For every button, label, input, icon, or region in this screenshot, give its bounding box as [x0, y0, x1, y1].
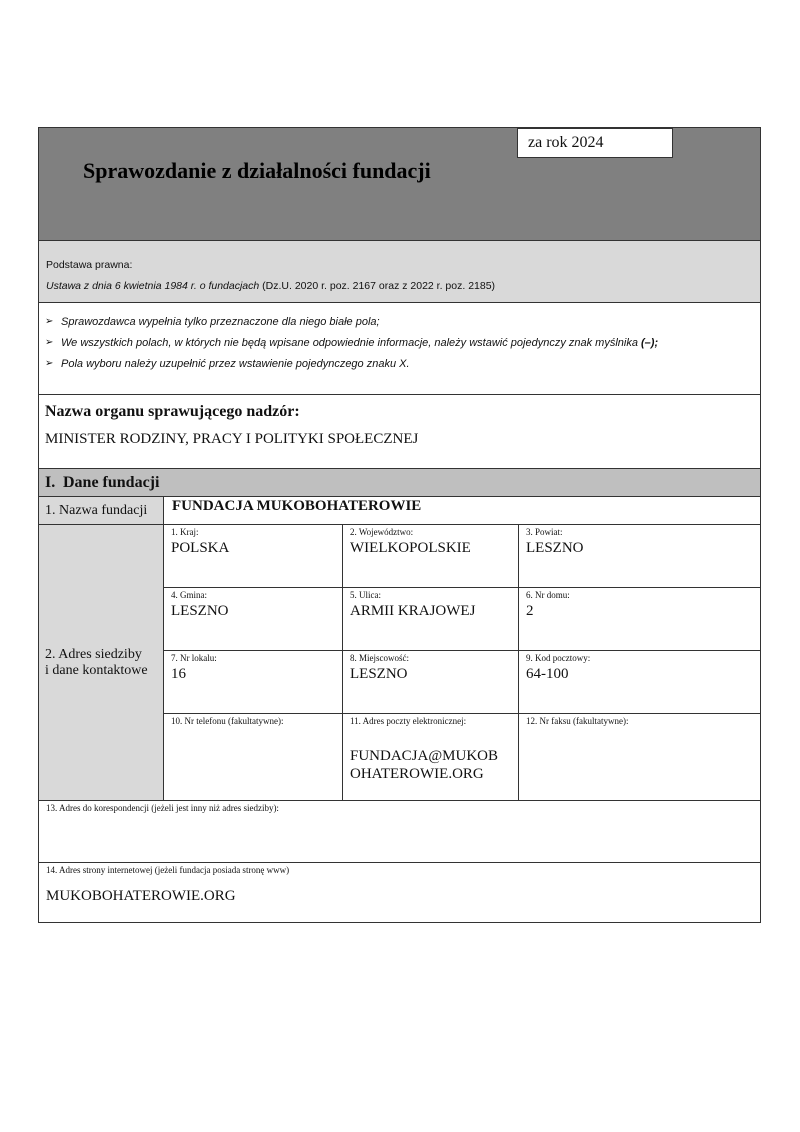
instruction-item	[45, 353, 760, 374]
house-number-field[interactable]	[519, 588, 760, 651]
instruction-text: Pola wyboru należy uzupełnić przez wstawienie pojedynczego znaku X.	[61, 357, 410, 370]
foundation-name-row	[39, 497, 760, 525]
field-label: 5. Ulica:	[350, 590, 381, 600]
country-field[interactable]	[164, 525, 343, 588]
email-line: OHATEROWIE.ORG	[350, 766, 484, 782]
arrow-bullet-icon: ➢	[45, 316, 54, 327]
email-line: FUNDACJA@MUKOB	[350, 748, 499, 764]
form-title: Sprawozdanie z działalności fundacji	[83, 158, 431, 183]
phone-field[interactable]	[164, 714, 343, 800]
arrow-bullet-icon: ➢	[45, 358, 54, 369]
correspondence-address-field[interactable]	[39, 801, 760, 863]
website-label: 14. Adres strony internetowej (jeżeli fundacja posiada stronę www)	[46, 865, 290, 875]
correspondence-label: 13. Adres do korespondencji (jeżeli jest inny niż adres siedziby):	[46, 803, 279, 813]
field-label: 2. Województwo:	[350, 527, 414, 537]
address-grid	[164, 525, 760, 800]
postal-code-field[interactable]	[519, 651, 760, 714]
instruction-text: We wszystkich polach, w których nie będą wpisane odpowiednie informacje, należy wstawić pojedynczy znak myślnika	[61, 336, 638, 349]
instruction-dash: (–);	[641, 336, 659, 349]
address-section	[39, 525, 760, 801]
field-label: 4. Gmina:	[171, 590, 207, 600]
field-label: 10. Nr telefonu (fakultatywne):	[171, 716, 284, 726]
municipality-field[interactable]	[164, 588, 343, 651]
supervisor-section	[39, 395, 760, 469]
apartment-number-field[interactable]	[164, 651, 343, 714]
supervisor-label: Nazwa organu sprawującego nadzór:	[45, 403, 300, 420]
city-field[interactable]	[343, 651, 519, 714]
field-value: 16	[171, 666, 186, 682]
instruction-text: Sprawozdawca wypełnia tylko przeznaczone dla niego białe pola;	[61, 315, 380, 328]
report-form	[38, 127, 761, 923]
county-field[interactable]	[519, 525, 760, 588]
field-value: LESZNO	[350, 666, 408, 682]
legal-act: Ustawa z dnia 6 kwietnia 1984 r. o fundacjach	[46, 280, 260, 292]
field-value: POLSKA	[171, 540, 230, 556]
fax-field[interactable]	[519, 714, 760, 800]
field-value: LESZNO	[171, 603, 229, 619]
website-value: MUKOBOHATEROWIE.ORG	[46, 888, 236, 904]
field-value: ARMII KRAJOWEJ	[350, 603, 476, 619]
field-value: LESZNO	[526, 540, 584, 556]
field-label: 3. Powiat:	[526, 527, 563, 537]
website-field[interactable]	[39, 863, 760, 922]
field-label: 1. Kraj:	[171, 527, 199, 537]
field-label: 9. Kod pocztowy:	[526, 653, 591, 663]
instruction-item	[45, 311, 760, 332]
field-label: 7. Nr lokalu:	[171, 653, 217, 663]
address-label-line: i dane kontaktowe	[45, 662, 148, 678]
legal-basis-text	[46, 280, 760, 292]
address-label	[39, 525, 164, 800]
arrow-bullet-icon: ➢	[45, 337, 54, 348]
foundation-name-field[interactable]: FUNDACJA MUKOBOHATEROWIE	[172, 498, 422, 514]
year-field[interactable]: za rok 2024	[517, 128, 673, 158]
foundation-name-label: 1. Nazwa fundacji	[39, 497, 164, 524]
section-heading	[39, 469, 760, 497]
field-label: 12. Nr faksu (fakultatywne):	[526, 716, 629, 726]
address-label-line: 2. Adres siedziby	[45, 646, 142, 662]
section-title: Dane fundacji	[63, 474, 160, 491]
field-value: 64-100	[526, 666, 569, 682]
voivodeship-field[interactable]	[343, 525, 519, 588]
section-number: I.	[45, 474, 56, 491]
field-value	[350, 747, 518, 783]
field-value: 2	[526, 603, 534, 619]
field-label: 11. Adres poczty elektronicznej:	[350, 716, 467, 726]
field-label: 6. Nr domu:	[526, 590, 570, 600]
legal-basis-label: Podstawa prawna:	[46, 259, 133, 271]
legal-reference: (Dz.U. 2020 r. poz. 2167 oraz z 2022 r. poz. 2185)	[259, 280, 496, 292]
street-field[interactable]	[343, 588, 519, 651]
instruction-item	[45, 332, 760, 353]
supervisor-value[interactable]: MINISTER RODZINY, PRACY I POLITYKI SPOŁECZNEJ	[45, 431, 419, 447]
form-header	[39, 128, 760, 241]
instructions-list	[39, 303, 760, 395]
email-field[interactable]	[343, 714, 519, 800]
legal-basis-box	[39, 241, 760, 303]
field-value: WIELKOPOLSKIE	[350, 540, 471, 556]
field-label: 8. Miejscowość:	[350, 653, 409, 663]
